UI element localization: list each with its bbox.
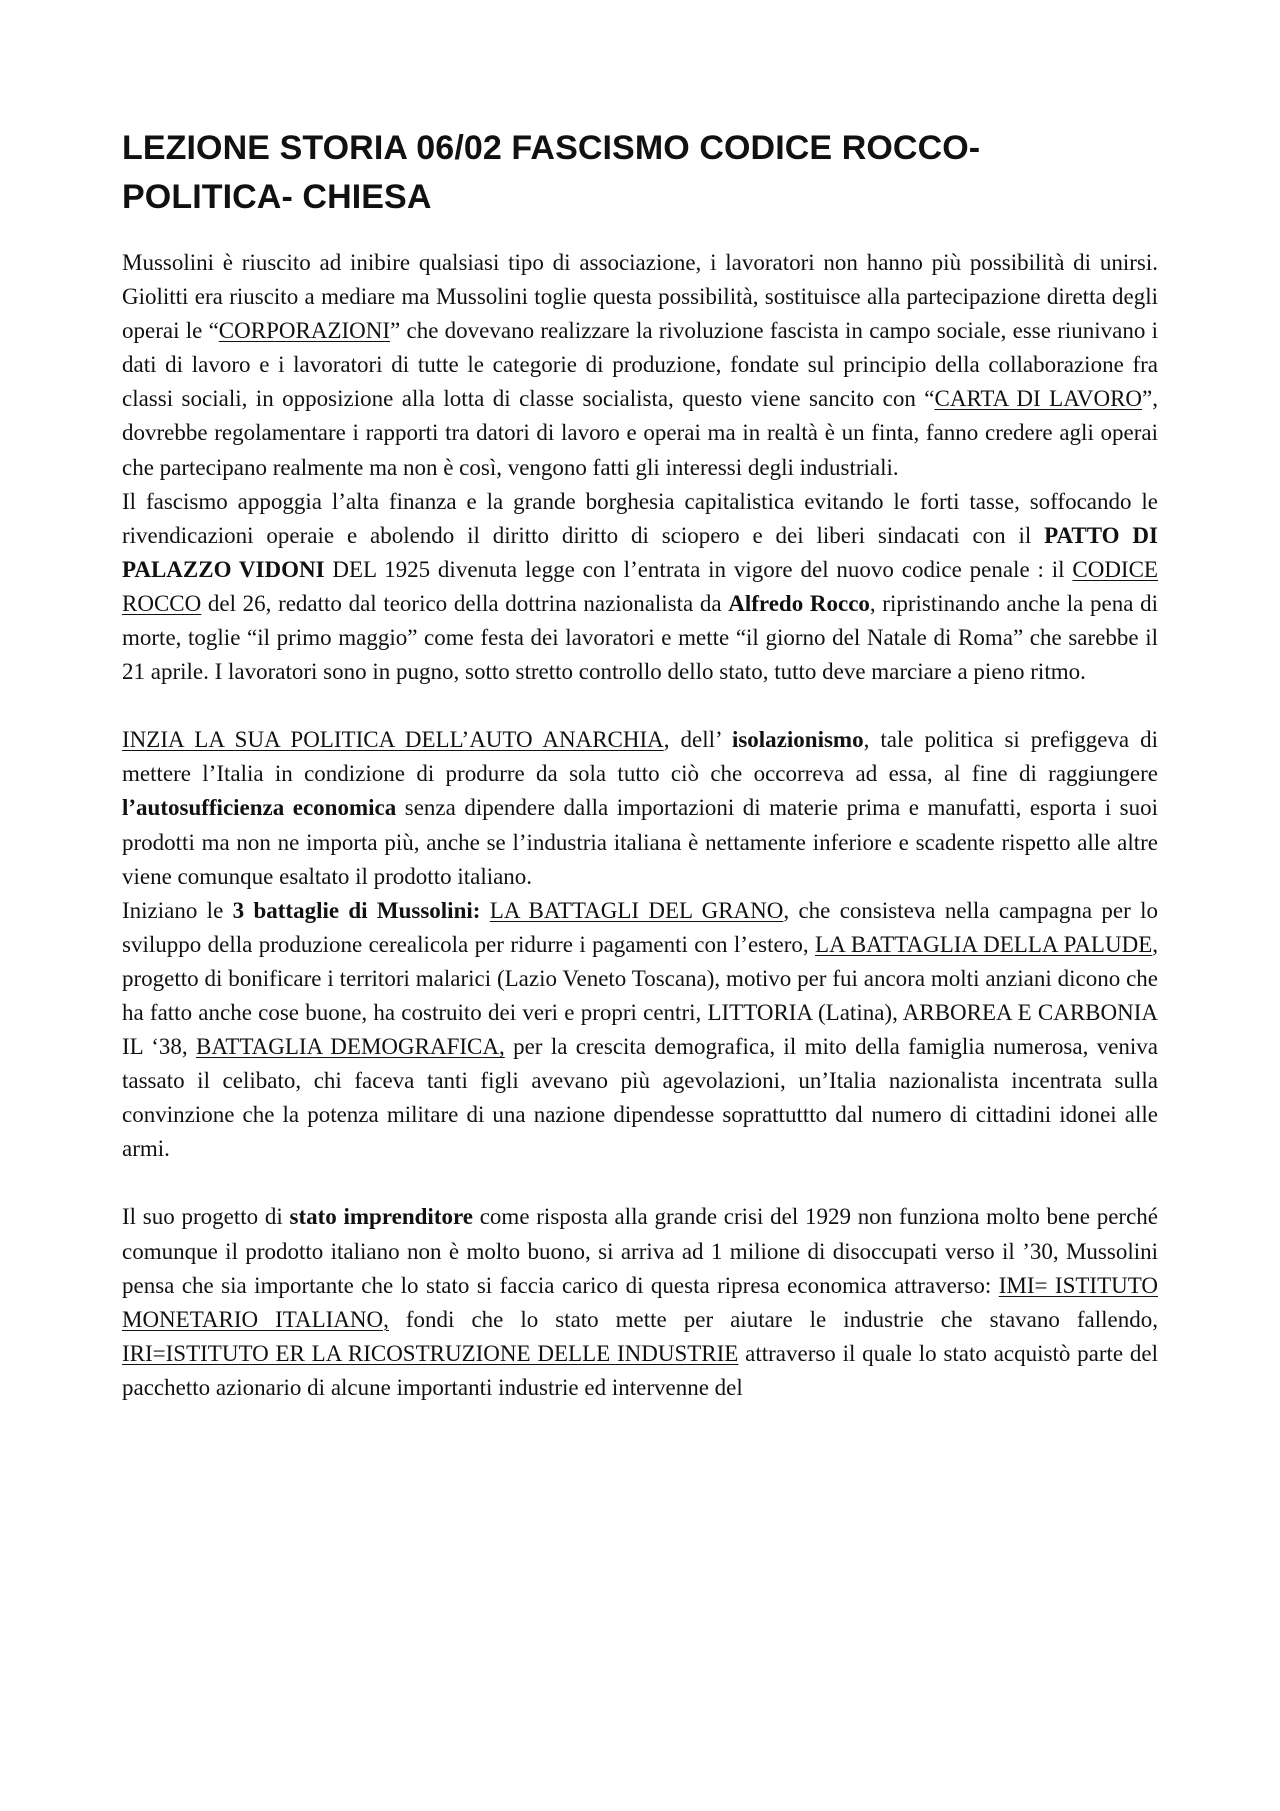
underlined-term: BATTAGLIA DEMOGRAFICA,	[196, 1034, 505, 1060]
text-segment: Mussolini è riuscito ad inibire qualsiasi tipo di associazione, i lavoratori non hanno più possibilità di unirsi. Giolitti era riuscito a mediare ma Mussolini toglie questa possibilità, sostituisce alla partecipazione diretta degli operai le “	[122, 250, 1158, 344]
document-title: LEZIONE STORIA 06/02 FASCISMO CODICE ROCCO- POLITICA- CHIESA	[122, 129, 981, 216]
underlined-term: CODICE ROCCO	[122, 556, 1158, 616]
underlined-term: CORPORAZIONI	[218, 318, 391, 344]
text-segment: , dell’	[663, 727, 732, 753]
bold-term: 3 battaglie di Mussolini:	[232, 897, 481, 923]
paragraph-stato-imprenditore	[122, 1200, 1158, 1405]
text-segment: , tale politica si prefiggeva di mettere l’Italia in condizione di produrre da sola tutto ciò che occorreva ad essa, al fine di raggiungere	[122, 727, 1158, 787]
paragraph-autarchia	[122, 723, 1158, 893]
bold-term: isolazionismo	[731, 727, 864, 753]
text-segment: DEL 1925 divenuta legge con l’entrata in vigore del nuovo codice penale : il	[324, 556, 1073, 582]
text-segment: senza dipendere dalla importazioni di materie prima e manufatti, esporta i suoi prodotti ma non ne importa più, anche se l’industria italiana è nettamente inferiore e scadente rispetto alle altre viene comunque esaltato il prodotto italiano.	[122, 795, 1158, 889]
underlined-term: LA BATTAGLI DEL GRANO	[489, 897, 784, 923]
text-segment: Il suo progetto di	[122, 1204, 290, 1230]
underlined-term: INZIA LA SUA POLITICA DELL’AUTO ANARCHIA	[122, 727, 664, 753]
underlined-term: IMI= ISTITUTO MONETARIO ITALIANO,	[122, 1272, 1158, 1332]
text-segment: fondi che lo stato mette per aiutare le industrie che stavano fallendo,	[388, 1306, 1158, 1332]
paragraph-corporazioni	[122, 246, 1158, 485]
text-segment: ” che dovevano realizzare la rivoluzione fascista in campo sociale, esse riunivano i dati di lavoro e i lavoratori di tutte le categorie di produzione, fondate sul principio della collaborazione fra classi sociali, in opposizione alla lotta di classe socialista, questo viene sancito con “	[122, 318, 1158, 412]
underlined-term: IRI=ISTITUTO ER LA RICOSTRUZIONE DELLE INDUSTRIE	[122, 1340, 739, 1366]
text-segment: Iniziano le	[122, 897, 233, 923]
bold-term: PATTO DI PALAZZO VIDONI	[122, 522, 1158, 582]
text-segment: , progetto di bonificare i territori malarici (Lazio Veneto Toscana), motivo per fui ancora molti anziani dicono che ha fatto anche cose buone, ha costruito dei veri e propri centri, LITTORIA (Latina), ARBOREA E CARBONIA IL ‘38,	[122, 931, 1159, 1060]
text-segment	[480, 898, 489, 923]
text-segment: per la crescita demografica, il mito della famiglia numerosa, veniva tassato il celibato, chi faceva tanti figli avevano più agevolazioni, un’Italia nazionalista incentrata sulla convinzione che la potenza militare di una nazione dipendesse soprattuttto dal numero di cittadini idonei alle armi.	[122, 1034, 1159, 1162]
text-segment: attraverso il quale lo stato acquistò parte del pacchetto azionario di alcune importanti industrie ed intervenne del	[122, 1340, 1158, 1400]
text-segment: , ripristinando anche la pena di morte, toglie “il primo maggio” come festa dei lavoratori e mette “il giorno del Natale di Roma” che sarebbe il 21 aprile. I lavoratori sono in pugno, sotto stretto controllo dello stato, tutto deve marciare a pieno ritmo.	[122, 590, 1159, 685]
paragraph-codice-rocco	[122, 485, 1158, 690]
text-segment: Il fascismo appoggia l’alta finanza e la grande borghesia capitalistica evitando le forti tasse, soffocando le rivendicazioni operaie e abolendo il diritto diritto di sciopero e dei liberi sindacati con il	[122, 488, 1158, 548]
bold-term: Alfredo Rocco	[728, 590, 870, 616]
bold-term: l’autosufficienza economica	[122, 795, 397, 821]
underlined-term: LA BATTAGLIA DELLA PALUDE	[815, 931, 1153, 957]
bold-term: stato imprenditore	[289, 1204, 473, 1230]
text-segment: , che consisteva nella campagna per lo sviluppo della produzione cerealicola per ridurre i pagamenti con l’estero,	[122, 897, 1159, 957]
text-segment: ”, dovrebbe regolamentare i rapporti tra datori di lavoro e operai ma in realtà è un finta, fanno credere agli operai che partecipano realmente ma non è così, vengono fatti gli interessi degli industriali.	[122, 386, 1158, 480]
paragraph-battaglie	[122, 894, 1158, 1167]
text-segment: del 26, redatto dal teorico della dottrina nazionalista da	[201, 590, 729, 616]
text-segment: come risposta alla grande crisi del 1929 non funziona molto bene perché comunque il prodotto italiano non è molto buono, si arriva ad 1 milione di disoccupati verso il ’30, Mussolini pensa che sia importante che lo stato si faccia carico di questa ripresa economica attraverso:	[122, 1204, 1158, 1298]
underlined-term: CARTA DI LAVORO	[934, 386, 1143, 412]
document-page	[122, 124, 1158, 1405]
